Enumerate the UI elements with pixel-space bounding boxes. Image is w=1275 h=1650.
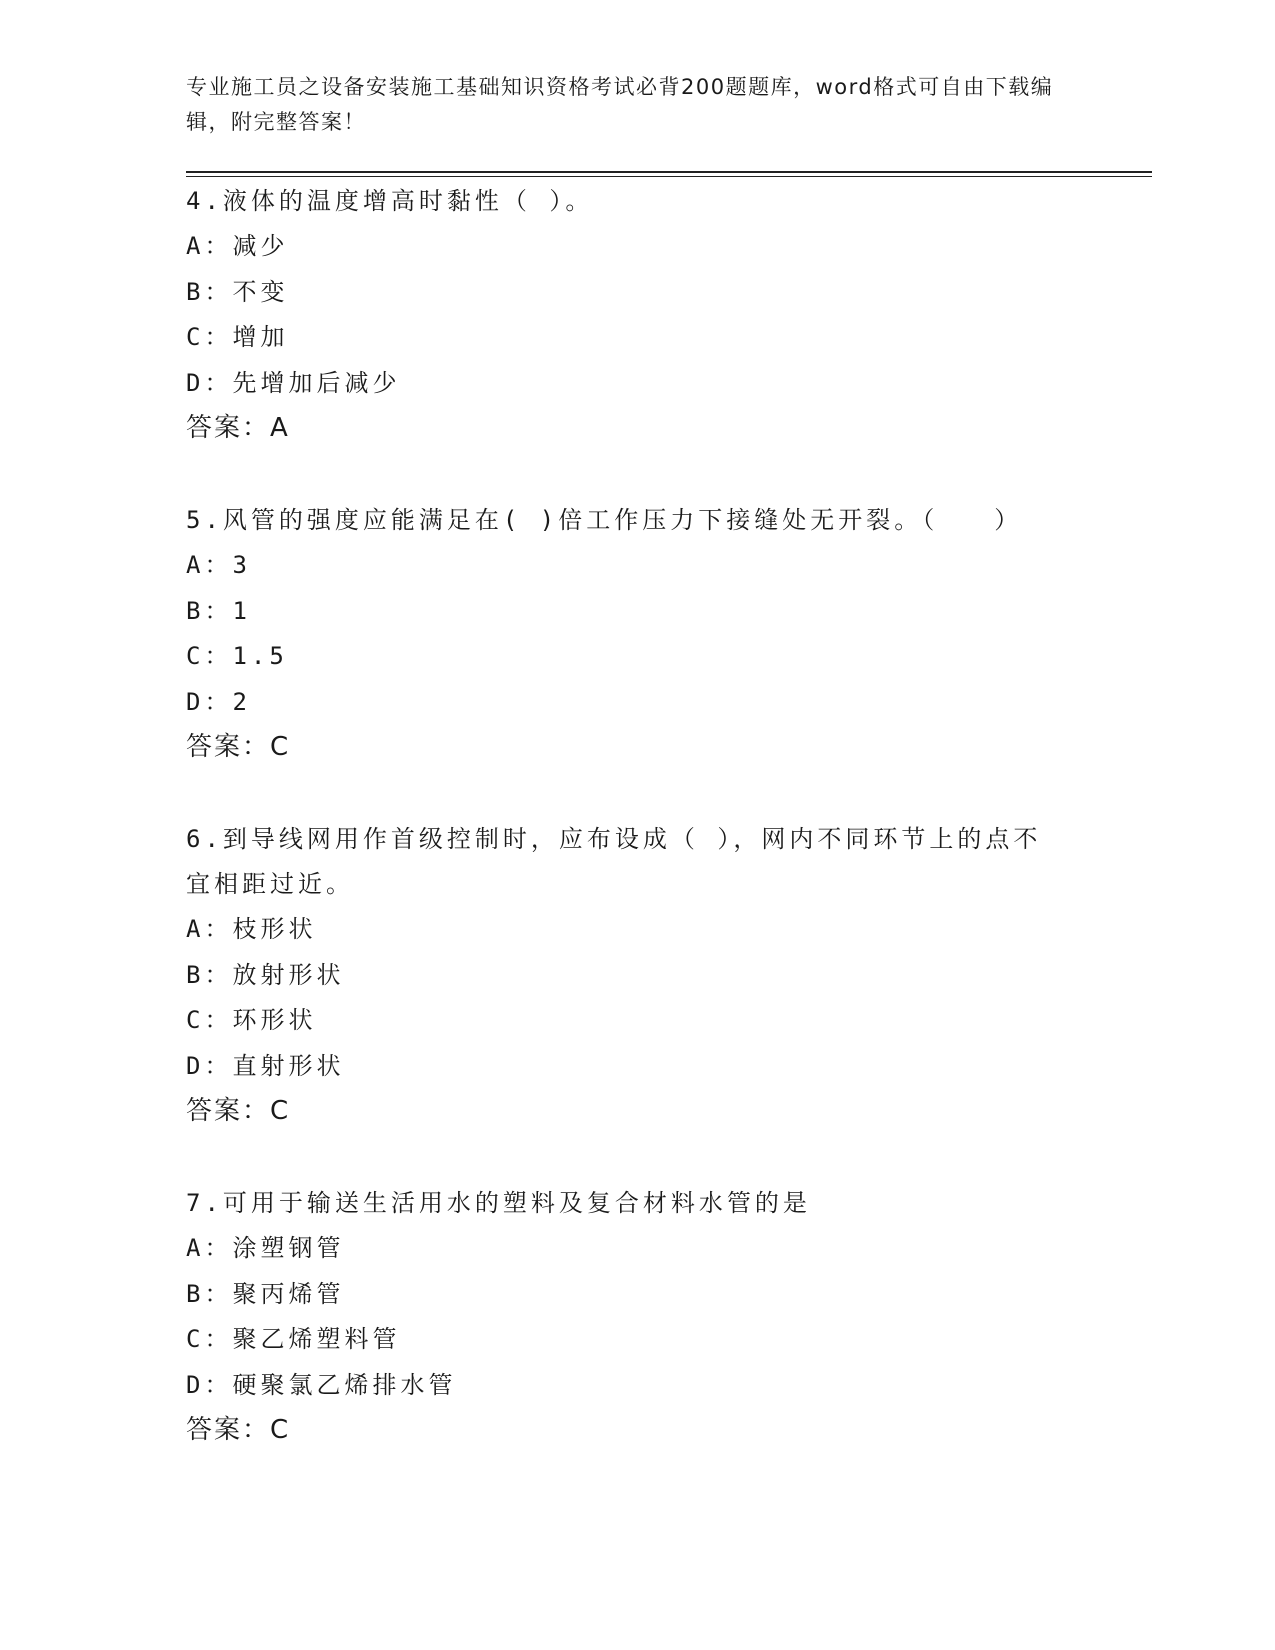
answer-line: [186, 1089, 1156, 1134]
answer-prefix: 答案：: [186, 1096, 271, 1126]
option-text: 减少: [232, 232, 289, 260]
option-label: D：: [186, 368, 233, 397]
document-header: 专业施工员之设备安装施工基础知识资格考试必背200题题库，word格式可自由下载编辑，附完整答案！: [186, 75, 1054, 134]
option-text: 先增加后减少: [232, 368, 401, 397]
answer-line: [186, 406, 1156, 451]
answer-value: A: [270, 413, 290, 443]
option-label: B：: [186, 960, 233, 989]
option-text: 聚丙烯管: [232, 1279, 345, 1308]
document-page: [186, 70, 1156, 1500]
question-item: [186, 817, 1156, 1134]
answer-option: [186, 1317, 1156, 1363]
option-text: 不变: [232, 277, 289, 306]
option-label: B：: [186, 596, 233, 625]
option-label: C：: [186, 1325, 233, 1353]
option-label: A：: [186, 1234, 233, 1262]
option-label: B：: [186, 277, 233, 306]
answer-option: [186, 361, 1156, 407]
answer-option: [186, 1044, 1156, 1090]
question-item: [186, 498, 1156, 770]
option-text: 1: [232, 596, 251, 625]
option-text: 1.5: [232, 642, 288, 670]
header-double-rule: [186, 171, 1152, 177]
option-text: 涂塑钢管: [232, 1234, 345, 1262]
answer-value: C: [270, 1096, 291, 1126]
option-text: 枝形状: [232, 915, 317, 943]
answer-option: [186, 270, 1156, 316]
answer-option: [186, 998, 1156, 1044]
option-text: 直射形状: [232, 1051, 345, 1080]
option-text: 聚乙烯塑料管: [232, 1325, 401, 1353]
question-stem: 7.可用于输送生活用水的塑料及复合材料水管的是: [186, 1189, 811, 1217]
option-label: D：: [186, 687, 233, 716]
answer-prefix: 答案：: [186, 732, 271, 762]
answer-line: [186, 725, 1156, 770]
answer-option: [186, 1272, 1156, 1318]
answer-option: [186, 953, 1156, 999]
option-label: C：: [186, 323, 233, 351]
answer-option: [186, 680, 1156, 726]
option-text: 放射形状: [232, 960, 345, 989]
option-text: 环形状: [232, 1006, 317, 1034]
answer-option: [186, 1226, 1156, 1272]
answer-value: C: [270, 1415, 291, 1445]
answer-prefix: 答案：: [186, 1415, 271, 1445]
option-text: 2: [232, 687, 251, 716]
question-stem: 4.液体的温度增高时黏性（ ）。: [186, 187, 594, 215]
option-label: D：: [186, 1370, 233, 1399]
answer-option: [186, 589, 1156, 635]
question-item: [186, 1181, 1156, 1453]
option-label: A：: [186, 551, 233, 579]
option-label: A：: [186, 915, 233, 943]
option-label: A：: [186, 232, 233, 260]
question-stem: 6.到导线网用作首级控制时，应布设成（ ），网内不同环节上的点不宜相距过近。: [186, 825, 1042, 898]
option-label: C：: [186, 642, 233, 670]
option-text: 增加: [232, 323, 289, 351]
answer-line: [186, 1408, 1156, 1453]
question-list: [186, 179, 1156, 1453]
option-label: D：: [186, 1051, 233, 1080]
answer-value: C: [270, 732, 291, 762]
answer-option: [186, 543, 1156, 589]
answer-option: [186, 634, 1156, 680]
option-label: B：: [186, 1279, 233, 1308]
answer-option: [186, 315, 1156, 361]
answer-prefix: 答案：: [186, 413, 271, 443]
answer-option: [186, 1363, 1156, 1409]
answer-option: [186, 224, 1156, 270]
answer-option: [186, 907, 1156, 953]
question-item: [186, 179, 1156, 451]
question-stem: 5.风管的强度应能满足在( )倍工作压力下接缝处无开裂。（ ）: [186, 506, 1023, 534]
option-text: 硬聚氯乙烯排水管: [232, 1370, 457, 1399]
option-label: C：: [186, 1006, 233, 1034]
option-text: 3: [232, 551, 251, 579]
